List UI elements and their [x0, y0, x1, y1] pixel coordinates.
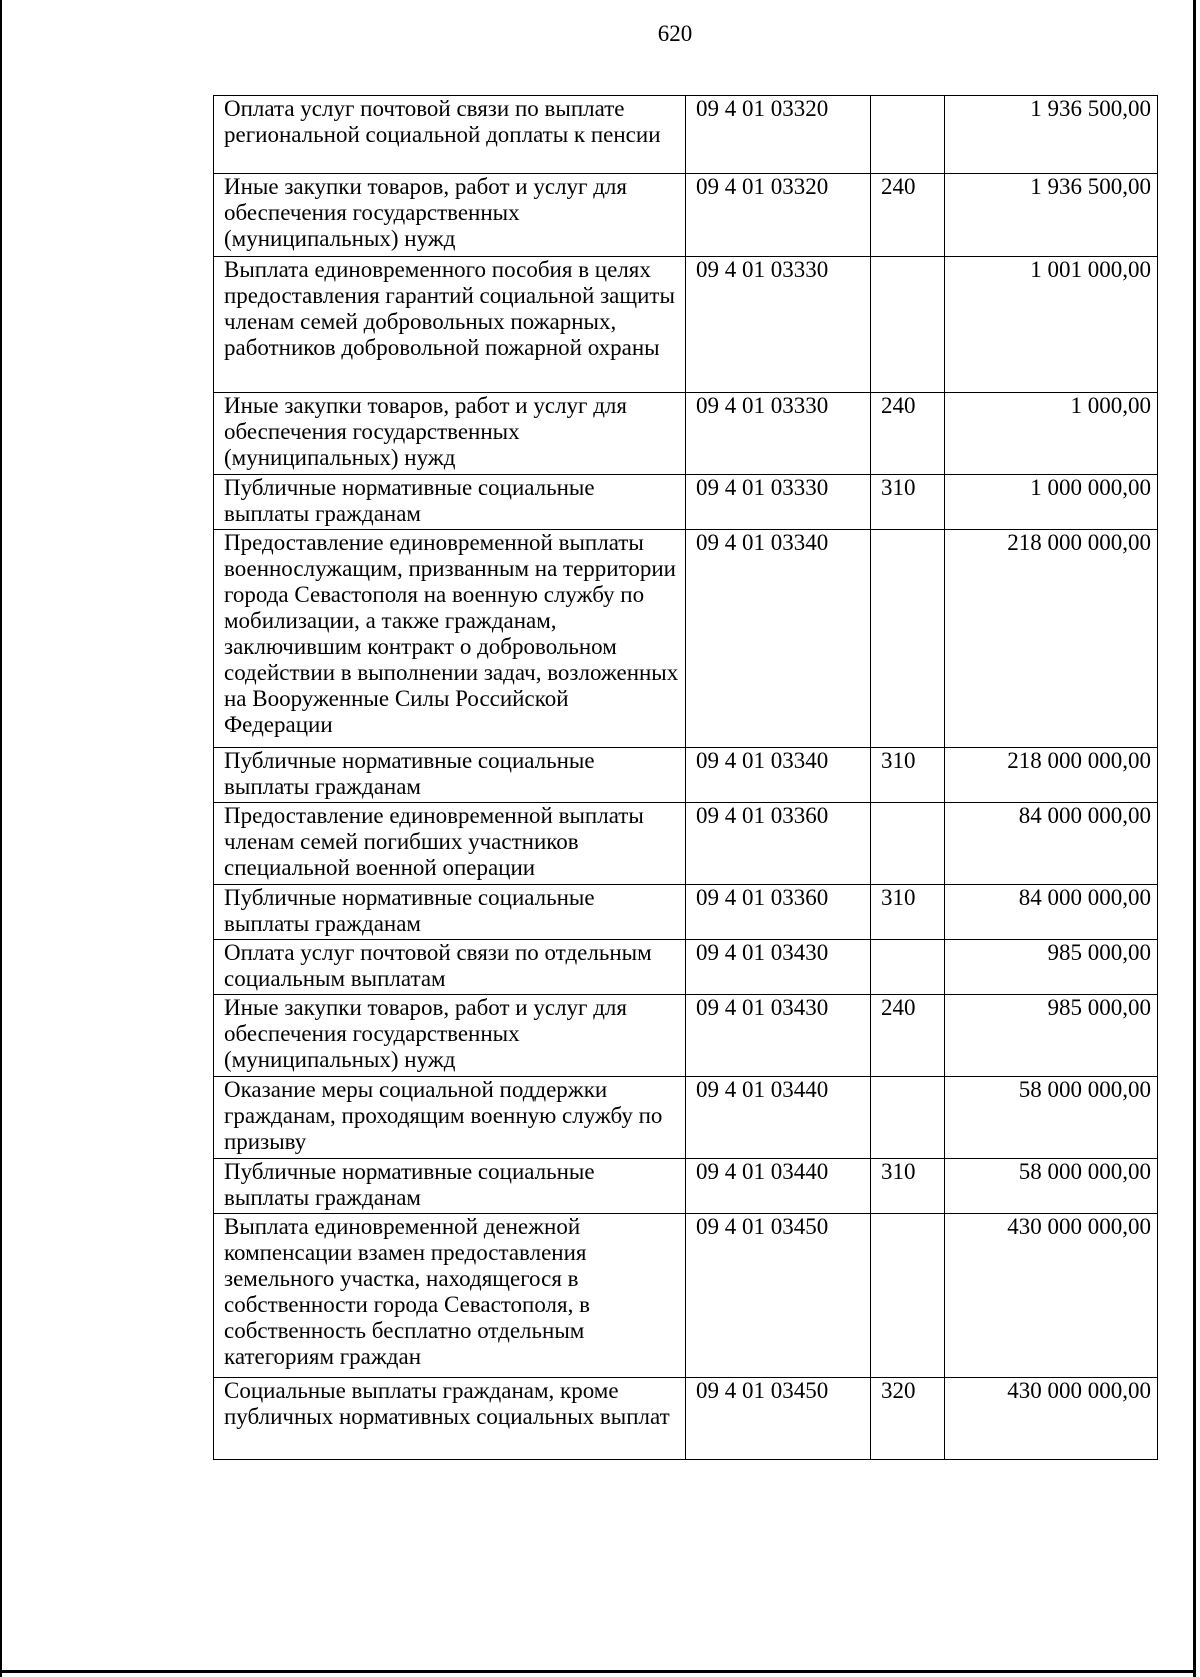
page-number — [0, 21, 1200, 47]
row-code-cell: 09 4 01 03430 — [686, 995, 871, 1077]
row-code-cell: 09 4 01 03440 — [686, 1077, 871, 1159]
table-row — [214, 96, 1158, 174]
row-type-cell — [871, 1214, 945, 1378]
row-name-cell: Оплата услуг почтовой связи по выплате региональной социальной доплаты к пенсии — [214, 96, 686, 174]
table-row — [214, 940, 1158, 995]
row-amount-cell: 58 000 000,00 — [945, 1159, 1158, 1214]
row-amount-cell: 84 000 000,00 — [945, 803, 1158, 885]
table-row — [214, 1378, 1158, 1460]
table-row — [214, 530, 1158, 748]
row-code-cell: 09 4 01 03450 — [686, 1378, 871, 1460]
row-name-cell: Иные закупки товаров, работ и услуг для обеспечения государственных (муниципальных) нужд — [214, 174, 686, 257]
row-amount-cell: 218 000 000,00 — [945, 748, 1158, 803]
row-amount-cell: 430 000 000,00 — [945, 1214, 1158, 1378]
row-amount-cell: 430 000 000,00 — [945, 1378, 1158, 1460]
row-type-cell — [871, 530, 945, 748]
row-type-cell: 310 — [871, 885, 945, 940]
row-name-cell: Предоставление единовременной выплаты членам семей погибших участников специальной военной операции — [214, 803, 686, 885]
row-type-cell: 240 — [871, 393, 945, 475]
row-code-cell: 09 4 01 03330 — [686, 257, 871, 393]
row-code-cell: 09 4 01 03330 — [686, 393, 871, 475]
scan-edge-right — [1193, 0, 1196, 1677]
row-name-cell: Предоставление единовременной выплаты военнослужащим, призванным на территории города Севастополя на военную службу по мобилизации, а также гражданам, заключившим контракт о добровольном содействии в выполнении задач, возложенных на Вооруженные Силы Российской Федерации — [214, 530, 686, 748]
table-row — [214, 1214, 1158, 1378]
row-code-cell: 09 4 01 03330 — [686, 475, 871, 530]
row-name-cell: Выплата единовременной денежной компенсации взамен предоставления земельного участка, находящегося в собственности города Севастополя, в собственность бесплатно отдельным категориям граждан — [214, 1214, 686, 1378]
row-amount-cell: 58 000 000,00 — [945, 1077, 1158, 1159]
row-amount-cell: 985 000,00 — [945, 940, 1158, 995]
row-amount-cell: 1 000 000,00 — [945, 475, 1158, 530]
row-amount-cell: 1 936 500,00 — [945, 174, 1158, 257]
table-row — [214, 885, 1158, 940]
row-type-cell: 310 — [871, 1159, 945, 1214]
row-name-cell: Публичные нормативные социальные выплаты гражданам — [214, 475, 686, 530]
row-code-cell: 09 4 01 03440 — [686, 1159, 871, 1214]
scan-edge-bottom — [0, 1670, 1196, 1673]
row-type-cell — [871, 1077, 945, 1159]
row-type-cell — [871, 96, 945, 174]
row-code-cell: 09 4 01 03430 — [686, 940, 871, 995]
row-amount-cell: 985 000,00 — [945, 995, 1158, 1077]
row-type-cell: 240 — [871, 174, 945, 257]
row-type-cell — [871, 803, 945, 885]
row-code-cell: 09 4 01 03360 — [686, 885, 871, 940]
table-row — [214, 748, 1158, 803]
page-number-text: 620 — [657, 21, 693, 46]
table-row — [214, 475, 1158, 530]
row-name-cell: Иные закупки товаров, работ и услуг для обеспечения государственных (муниципальных) нужд — [214, 995, 686, 1077]
row-name-cell: Публичные нормативные социальные выплаты гражданам — [214, 748, 686, 803]
row-amount-cell: 1 936 500,00 — [945, 96, 1158, 174]
table-row — [214, 393, 1158, 475]
row-amount-cell: 1 001 000,00 — [945, 257, 1158, 393]
row-name-cell: Оказание меры социальной поддержки гражданам, проходящим военную службу по призыву — [214, 1077, 686, 1159]
row-type-cell: 310 — [871, 748, 945, 803]
table-row — [214, 174, 1158, 257]
row-type-cell: 240 — [871, 995, 945, 1077]
row-type-cell — [871, 940, 945, 995]
row-name-cell: Выплата единовременного пособия в целях предоставления гарантий социальной защиты членам семей добровольных пожарных, работников добровольной пожарной охраны — [214, 257, 686, 393]
row-code-cell: 09 4 01 03320 — [686, 174, 871, 257]
row-type-cell: 320 — [871, 1378, 945, 1460]
budget-table — [213, 95, 1158, 1460]
table-row — [214, 1077, 1158, 1159]
row-code-cell: 09 4 01 03320 — [686, 96, 871, 174]
table-row — [214, 803, 1158, 885]
row-amount-cell: 1 000,00 — [945, 393, 1158, 475]
row-type-cell — [871, 257, 945, 393]
row-name-cell: Публичные нормативные социальные выплаты гражданам — [214, 1159, 686, 1214]
row-amount-cell: 84 000 000,00 — [945, 885, 1158, 940]
scan-edge-left — [0, 0, 2, 1677]
table-row — [214, 1159, 1158, 1214]
row-code-cell: 09 4 01 03360 — [686, 803, 871, 885]
row-code-cell: 09 4 01 03450 — [686, 1214, 871, 1378]
row-type-cell: 310 — [871, 475, 945, 530]
row-code-cell: 09 4 01 03340 — [686, 748, 871, 803]
row-name-cell: Публичные нормативные социальные выплаты гражданам — [214, 885, 686, 940]
row-code-cell: 09 4 01 03340 — [686, 530, 871, 748]
row-name-cell: Социальные выплаты гражданам, кроме публичных нормативных социальных выплат — [214, 1378, 686, 1460]
row-name-cell: Иные закупки товаров, работ и услуг для обеспечения государственных (муниципальных) нужд — [214, 393, 686, 475]
row-amount-cell: 218 000 000,00 — [945, 530, 1158, 748]
table-row — [214, 257, 1158, 393]
row-name-cell: Оплата услуг почтовой связи по отдельным социальным выплатам — [214, 940, 686, 995]
table-row — [214, 995, 1158, 1077]
